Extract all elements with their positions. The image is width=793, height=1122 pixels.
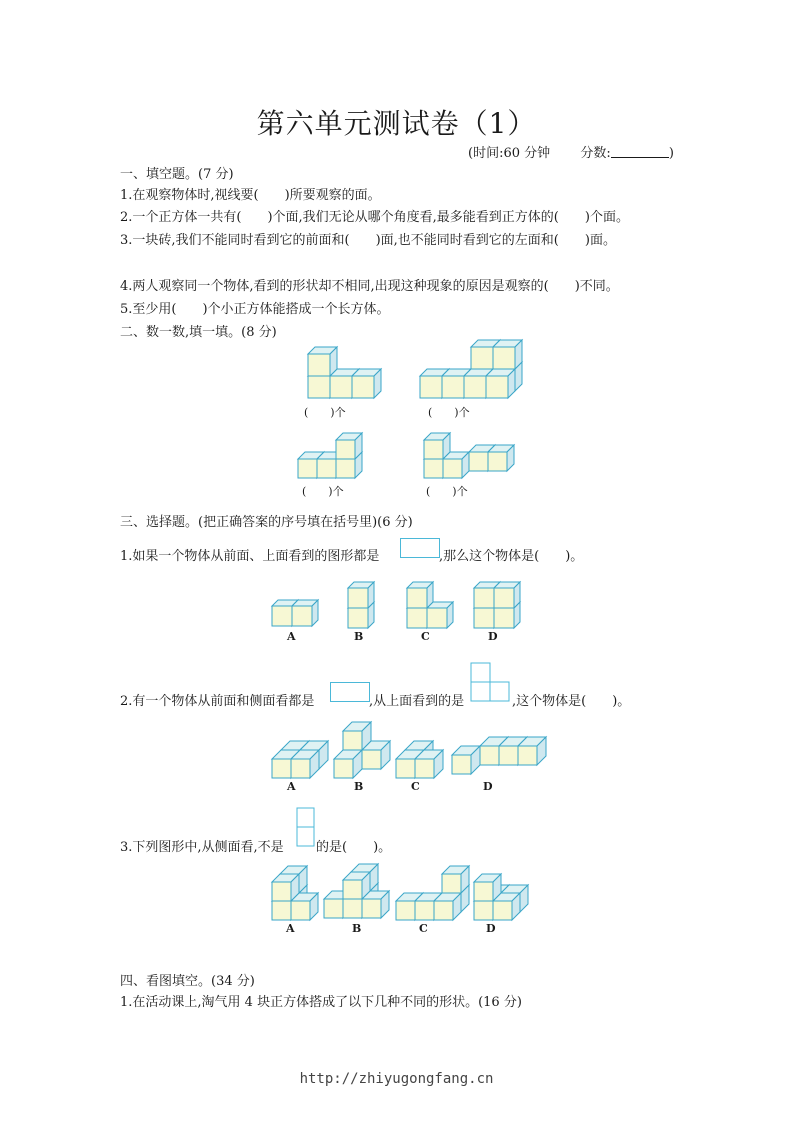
q1-option-a[interactable]: A — [287, 630, 296, 643]
q3-option-a[interactable]: A — [286, 922, 295, 935]
meta-close: ) — [668, 146, 674, 161]
cube-front-face — [348, 588, 368, 608]
count-caption-2[interactable]: ( )个 — [428, 406, 470, 419]
cube-front-face — [362, 899, 381, 918]
cube-front-face — [474, 901, 493, 920]
side-view-shape — [296, 807, 316, 849]
footer-url[interactable]: http://zhiyugongfang.cn — [299, 1071, 494, 1087]
cube-front-face — [317, 459, 336, 478]
s3-question-2-part3: ,这个物体是( )。 — [512, 694, 631, 709]
cube-front-face — [452, 755, 471, 774]
cube-front-face — [424, 459, 443, 478]
s1-question-1: 1.在观察物体时,视线要( )所要观察的面。 — [120, 188, 381, 203]
cube-front-face — [420, 376, 442, 398]
section4-heading: 四、看图填空。(34 分) — [120, 974, 255, 989]
cube-front-face — [471, 347, 493, 369]
cube-front-face — [308, 376, 330, 398]
cube-front-face — [308, 354, 330, 376]
q2-option-d[interactable]: D — [483, 780, 493, 793]
s1-question-2: 2.一个正方体一共有( )个面,我们无论从哪个角度看,最多能看到正方体的( )个面。 — [120, 210, 629, 225]
cube-front-face — [330, 376, 352, 398]
q2-option-c-figure — [392, 738, 442, 780]
cube-front-face — [348, 608, 368, 628]
cube-front-face — [396, 901, 415, 920]
s3-question-3-part2: 的是( )。 — [316, 840, 392, 855]
cube-front-face — [474, 588, 494, 608]
inline-rectangle-front-view — [330, 682, 370, 702]
cube-figure-1 — [300, 340, 370, 402]
q2-option-d-figure — [448, 734, 528, 776]
cube-front-face — [518, 746, 537, 765]
cube-front-face — [474, 608, 494, 628]
cube-front-face — [292, 606, 312, 626]
cube-front-face — [474, 882, 493, 901]
cube-front-face — [298, 459, 317, 478]
cube-front-face — [443, 459, 462, 478]
q1-option-c[interactable]: C — [421, 630, 430, 643]
q3-option-c[interactable]: C — [419, 922, 428, 935]
cube-front-face — [494, 608, 514, 628]
q1-option-d[interactable]: D — [488, 630, 498, 643]
cube-front-face — [415, 901, 434, 920]
q3-option-b[interactable]: B — [352, 922, 362, 935]
q3-option-a-figure — [268, 870, 324, 922]
cube-front-face — [352, 376, 374, 398]
time-score-line — [468, 142, 674, 161]
cube-front-face — [415, 759, 434, 778]
q2-option-c[interactable]: C — [411, 780, 420, 793]
cube-front-face — [442, 874, 461, 893]
cube-front-face — [469, 452, 488, 471]
cube-front-face — [396, 759, 415, 778]
section2-heading: 二、数一数,填一填。(8 分) — [120, 325, 277, 340]
section1-heading: 一、填空题。(7 分) — [120, 167, 234, 182]
cube-front-face — [434, 901, 453, 920]
cube-front-face — [334, 759, 353, 778]
q3-option-d-figure — [470, 870, 526, 922]
count-caption-1[interactable]: ( )个 — [304, 406, 346, 419]
s3-question-1-part1: 1.如果一个物体从前面、上面看到的图形都是 — [120, 549, 380, 564]
cube-front-face — [493, 901, 512, 920]
q1-option-b[interactable]: B — [354, 630, 364, 643]
s1-question-4: 4.两人观察同一个物体,看到的形状却不相同,出现这种现象的原因是观察的( )不同。 — [120, 279, 619, 294]
section3-heading: 三、选择题。(把正确答案的序号填在括号里)(6 分) — [120, 515, 413, 530]
count-caption-3[interactable]: ( )个 — [302, 485, 344, 498]
cube-front-face — [362, 750, 381, 769]
cube-front-face — [343, 731, 362, 750]
cube-figure-2 — [412, 340, 502, 402]
q1-option-c-figure — [403, 580, 459, 630]
s3-question-3-part1: 3.下列图形中,从侧面看,不是 — [120, 840, 284, 855]
q2-option-a-figure — [268, 738, 330, 780]
q2-option-b-figure — [330, 718, 392, 780]
cube-front-face — [343, 880, 362, 899]
s4-question-1: 1.在活动课上,淘气用 4 块正方体搭成了以下几种不同的形状。(16 分) — [120, 995, 522, 1010]
cube-front-face — [480, 746, 499, 765]
q1-option-a-figure — [268, 596, 324, 628]
s1-question-3: 3.一块砖,我们不能同时看到它的前面和( )面,也不能同时看到它的左面和( )面。 — [120, 233, 616, 248]
q3-option-b-figure — [320, 868, 392, 920]
inline-rectangle-shape — [400, 538, 440, 558]
cube-front-face — [464, 376, 486, 398]
cube-front-face — [336, 459, 355, 478]
cube-front-face — [272, 901, 291, 920]
score-blank[interactable] — [611, 145, 669, 158]
page-title: 第六单元测试卷（1） — [256, 107, 537, 140]
cube-front-face — [291, 759, 310, 778]
cube-front-face — [488, 452, 507, 471]
cube-front-face — [424, 440, 443, 459]
count-caption-4[interactable]: ( )个 — [426, 485, 468, 498]
cube-front-face — [336, 440, 355, 459]
cube-front-face — [442, 376, 464, 398]
cube-front-face — [343, 899, 362, 918]
score-label: 分数: — [580, 146, 611, 161]
cube-front-face — [407, 608, 427, 628]
s3-question-1-part2: ,那么这个物体是( )。 — [439, 549, 584, 564]
cube-front-face — [272, 759, 291, 778]
cube-figure-4 — [418, 428, 503, 480]
cube-front-face — [407, 588, 427, 608]
cube-front-face — [272, 882, 291, 901]
s1-question-5: 5.至少用( )个小正方体能搭成一个长方体。 — [120, 302, 390, 317]
q2-option-a[interactable]: A — [287, 780, 296, 793]
q3-option-d[interactable]: D — [486, 922, 496, 935]
cube-front-face — [499, 746, 518, 765]
cube-front-face — [494, 588, 514, 608]
time-label: (时间:60 分钟 — [468, 146, 551, 161]
cube-figure-3 — [292, 428, 377, 480]
q2-option-b[interactable]: B — [354, 780, 364, 793]
cube-front-face — [493, 347, 515, 369]
cube-front-face — [272, 606, 292, 626]
q1-option-d-figure — [470, 580, 526, 630]
cube-front-face — [427, 608, 447, 628]
q3-option-c-figure — [392, 880, 472, 922]
q1-option-b-figure — [344, 580, 380, 630]
s3-question-2-part2: ,从上面看到的是 — [369, 694, 465, 709]
top-view-shape — [470, 662, 512, 704]
cube-front-face — [324, 899, 343, 918]
cube-front-face — [486, 376, 508, 398]
cube-front-face — [291, 901, 310, 920]
s3-question-2-part1: 2.有一个物体从前面和侧面看都是 — [120, 694, 315, 709]
